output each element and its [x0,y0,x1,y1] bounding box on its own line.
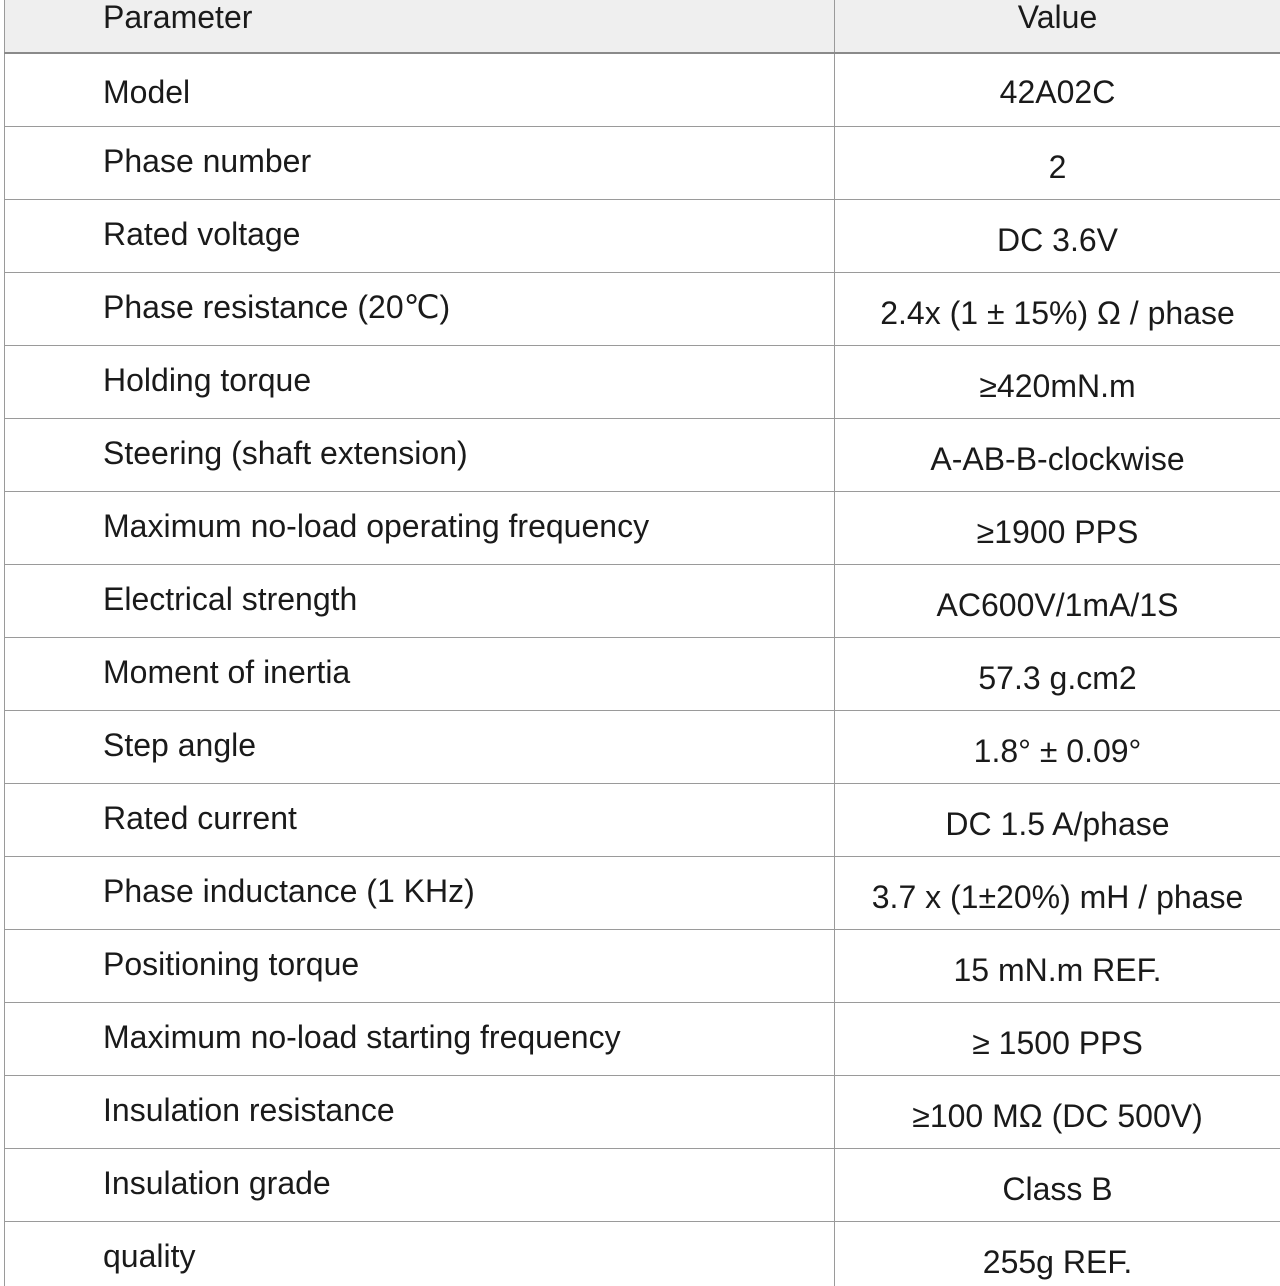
value-cell [835,273,1280,346]
parameter-label: Phase resistance (20℃) [103,291,834,323]
table-row [5,419,1280,492]
header-value-label: Value [835,1,1280,33]
value-cell [835,711,1280,784]
value-cell [835,1076,1280,1149]
parameter-cell [5,200,835,273]
value-cell [835,784,1280,857]
table-row [5,1003,1280,1076]
table-row [5,127,1280,200]
header-value [835,0,1280,53]
parameter-cell [5,346,835,419]
value-label: 3.7 x (1±20%) mH / phase [835,881,1280,913]
parameter-label: Step angle [103,729,834,761]
table-header-row [5,0,1280,53]
table-row [5,53,1280,127]
value-label: ≥ 1500 PPS [835,1027,1280,1059]
value-label: ≥420mN.m [835,370,1280,402]
parameter-cell [5,1222,835,1286]
parameter-cell [5,53,835,127]
parameter-label: Rated current [103,802,834,834]
value-cell [835,638,1280,711]
parameter-cell [5,930,835,1003]
value-cell [835,492,1280,565]
table-row [5,1076,1280,1149]
value-cell [835,419,1280,492]
parameter-label: Phase inductance (1 KHz) [103,875,834,907]
parameter-cell [5,127,835,200]
table-row [5,346,1280,419]
parameter-cell [5,1076,835,1149]
parameter-label: Phase number [103,145,834,177]
header-parameter [5,0,835,53]
value-label: ≥100 MΩ (DC 500V) [835,1100,1280,1132]
value-label: AC600V/1mA/1S [835,589,1280,621]
value-cell [835,1222,1280,1286]
parameter-label: Insulation grade [103,1167,834,1199]
parameter-cell [5,419,835,492]
parameter-label: Moment of inertia [103,656,834,688]
value-label: 255g REF. [835,1246,1280,1278]
value-cell [835,127,1280,200]
table-row [5,565,1280,638]
table-row [5,200,1280,273]
value-label: A-AB-B-clockwise [835,443,1280,475]
parameter-label: Steering (shaft extension) [103,437,834,469]
parameter-cell [5,638,835,711]
value-label: DC 3.6V [835,224,1280,256]
parameter-label: quality [103,1240,834,1272]
parameter-cell [5,273,835,346]
parameter-label: Maximum no-load operating frequency [103,510,834,542]
value-cell [835,930,1280,1003]
table-row [5,784,1280,857]
value-label: 15 mN.m REF. [835,954,1280,986]
parameter-label: Model [103,76,834,108]
parameter-label: Holding torque [103,364,834,396]
value-cell [835,1149,1280,1222]
parameter-cell [5,492,835,565]
table-row [5,930,1280,1003]
table-row [5,711,1280,784]
table-row [5,857,1280,930]
value-label: 1.8° ± 0.09° [835,735,1280,767]
value-label: 2.4x (1 ± 15%) Ω / phase [835,297,1280,329]
table-row [5,492,1280,565]
table-row [5,1149,1280,1222]
table-row [5,638,1280,711]
table-row [5,273,1280,346]
value-cell [835,857,1280,930]
value-cell [835,565,1280,638]
parameter-cell [5,857,835,930]
parameter-cell [5,1003,835,1076]
parameter-label: Rated voltage [103,218,834,250]
parameter-cell [5,565,835,638]
value-cell [835,346,1280,419]
parameter-label: Electrical strength [103,583,834,615]
value-label: 42A02C [835,76,1280,108]
parameter-cell [5,784,835,857]
value-label: Class B [835,1173,1280,1205]
header-parameter-label: Parameter [103,1,834,33]
value-label: 2 [835,151,1280,183]
value-label: 57.3 g.cm2 [835,662,1280,694]
parameter-label: Maximum no-load starting frequency [103,1021,834,1053]
parameter-cell [5,1149,835,1222]
parameter-label: Positioning torque [103,948,834,980]
value-cell [835,1003,1280,1076]
table-row [5,1222,1280,1286]
value-label: ≥1900 PPS [835,516,1280,548]
parameter-label: Insulation resistance [103,1094,834,1126]
parameter-cell [5,711,835,784]
value-cell [835,200,1280,273]
spec-table [4,0,1280,1286]
value-label: DC 1.5 A/phase [835,808,1280,840]
value-cell [835,53,1280,127]
